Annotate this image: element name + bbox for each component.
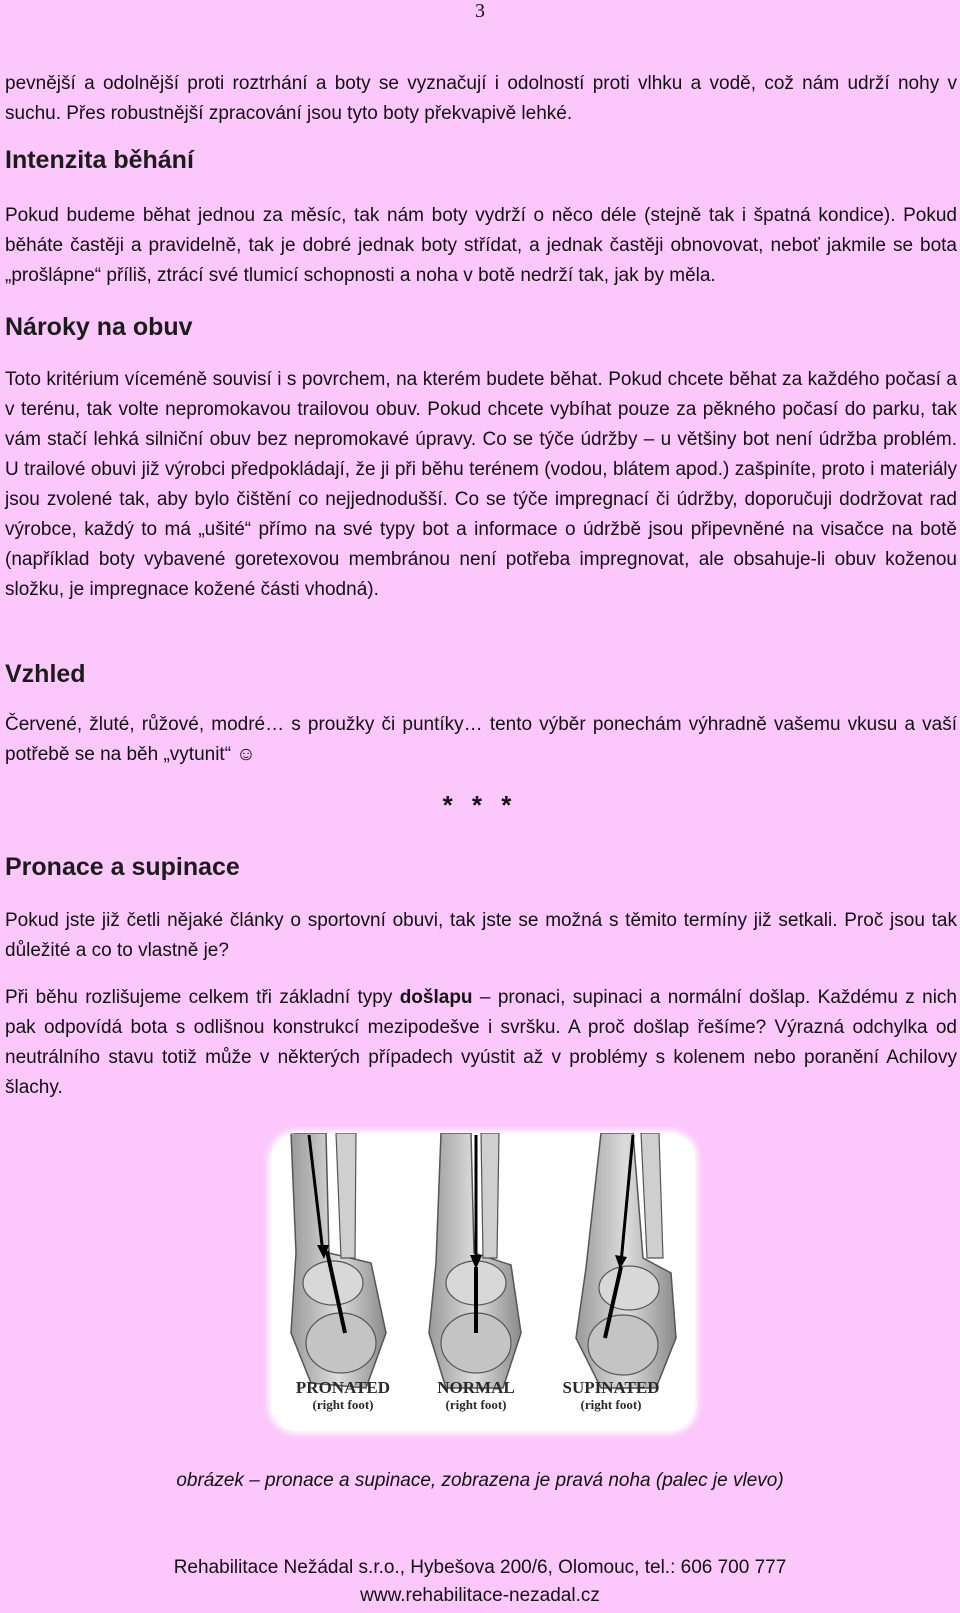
- foot-pronation-figure: [271, 1133, 695, 1431]
- label-pronated: PRONATED: [295, 1378, 391, 1397]
- supinated-foot-drawing: [576, 1133, 676, 1388]
- paragraph-pronace-2-bold: došlapu: [399, 987, 473, 1008]
- heading-naroky: Nároky na obuv: [5, 313, 193, 341]
- figure-caption: obrázek – pronace a supinace, zobrazena je pravá noha (palec je vlevo): [176, 1470, 784, 1491]
- heading-vzhled: Vzhled: [5, 660, 86, 688]
- normal-foot-drawing: [429, 1133, 521, 1388]
- paragraph-vzhled: Červené, žluté, růžové, modré… s proužky či puntíky… tento výběr ponechám výhradně vašemu vkusu a vaší potřebě se na běh „vytunit“ ☺: [5, 714, 957, 765]
- foot-illustration: [271, 1133, 695, 1431]
- label-pronated-sub: (right foot): [312, 1397, 374, 1412]
- footer-address: Rehabilitace Nežádal s.r.o., Hybešova 200/6, Olomouc, tel.: 606 700 777: [173, 1557, 787, 1578]
- paragraph-pronace-2-start: Při běhu rozlišujeme celkem tři základní typy: [5, 987, 400, 1008]
- paragraph-pronace-2-end: – pronaci, supinaci a normální došlap. Každému z nich pak odpovídá bota s odlišnou konstrukcí mezipodešve i svršku. A proč došlap řešíme? Výrazná odchylka od neutrálního stavu totiž může v některých případech vyústit až v problémy s kolenem nebo poranění Achilovy šlachy.: [5, 987, 958, 1098]
- section-divider: * * *: [442, 790, 518, 820]
- paragraph-pronace-1: Pokud jste již četli nějaké články o sportovní obuvi, tak jste se možná s těmito termíny již setkali. Proč jsou tak důležité a co to vlastně je?: [5, 910, 957, 961]
- page-number: 3: [475, 0, 485, 22]
- paragraph-intro: pevnější a odolnější proti roztrhání a boty se vyznačují i odolností proti vlhku a vodě, což nám udrží nohy v suchu. Přes robustnější zpracování jsou tyto boty překvapivě lehké.: [5, 73, 957, 124]
- label-normal-sub: (right foot): [445, 1397, 507, 1412]
- label-supinated-sub: (right foot): [580, 1397, 642, 1412]
- paragraph-intenzita: Pokud budeme běhat jednou za měsíc, tak nám boty vydrží o něco déle (stejně tak i špatná kondice). Pokud běháte častěji a pravidelně, tak je dobré jednak boty střídat, a jednak častěji obnovovat, neboť jakmile se bota „prošlápne“ příliš, ztrácí své tlumicí schopnosti a noha v botě nedrží tak, jak by měla.: [5, 205, 957, 286]
- paragraph-naroky: Toto kritérium víceméně souvisí i s povrchem, na kterém budete běhat. Pokud chcete běhat za každého počasí a v terénu, tak volte nepromokavou trailovou obuv. Pokud chcete vybíhat pouze za pěkného počasí do parku, tak vám stačí lehká silniční obuv bez nepromokavé úpravy. Co se týče údržby – u většiny bot není údržba problém. U trailové obuvi již výrobci předpokládají, že ji při běhu terénem (vodou, blátem apod.) zašpiníte, proto i materiály jsou zvolené tak, aby bylo čištění co nejjednodušší. Co se týče impregnací či údržby, doporučuji dodržovat rad výrobce, každý to má „ušité“ přímo na své typy bot a informace o údržbě jsou připevněné na visačce na botě (například boty vybavené goretexovou membránou není potřeba impregnovat, ale obsahuje-li obuv koženou složku, je impregnace kožené části vhodná).: [5, 369, 957, 600]
- heading-intenzita: Intenzita běhání: [5, 146, 194, 174]
- pronated-foot-drawing: [291, 1133, 386, 1388]
- heading-pronace: Pronace a supinace: [5, 853, 240, 881]
- label-normal: NORMAL: [437, 1378, 515, 1397]
- footer-website: www.rehabilitace-nezadal.cz: [360, 1585, 600, 1606]
- label-supinated: SUPINATED: [562, 1378, 660, 1397]
- paragraph-pronace-2: [5, 983, 957, 1103]
